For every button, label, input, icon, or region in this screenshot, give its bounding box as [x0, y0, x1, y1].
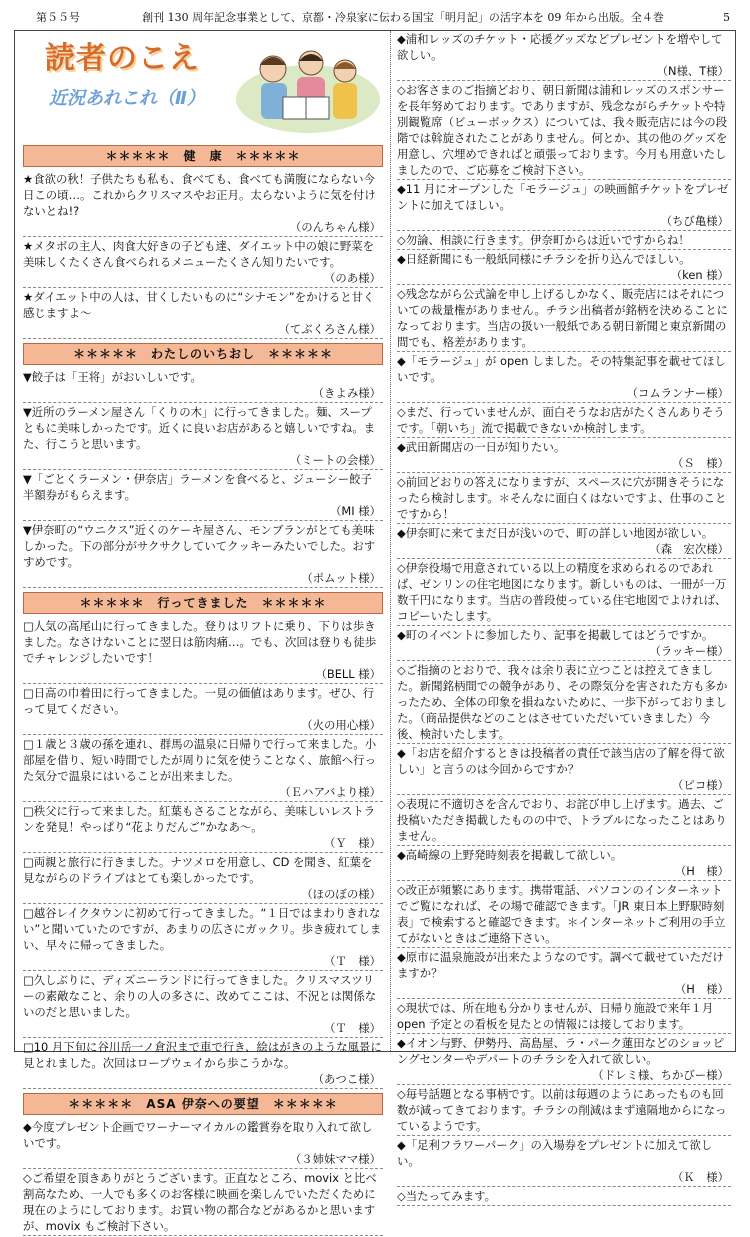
letter-entry — [23, 1170, 383, 1236]
letter-signature: （あつこ様） — [312, 1072, 381, 1086]
letter-text: ◆11 月にオープンした「モラージュ」の映画館チケットをプレゼントに加えてほしい。 — [397, 182, 729, 212]
letter-signature: （Ｙ 様） — [324, 836, 381, 850]
letter-entry — [397, 847, 731, 881]
letter-text: ◇まだ、行っていませんが、面白そうなお店がたくさんありそうです。「朝いち」流で掲載できないか検討します。 — [397, 405, 725, 435]
letter-text: ◆町のイベントに参加したり、記事を掲載してはどうですか。 — [397, 628, 714, 642]
letter-text: □両親と旅行に行きました。ナツメロを用意し、CD を聞き、紅葉を見ながらのドライブはとても楽しかったです。 — [23, 855, 373, 885]
recommend-entries — [23, 369, 383, 588]
letter-signature: （ピコ様） — [672, 778, 729, 792]
letter-signature: （ミートの会様） — [289, 453, 381, 467]
letter-signature: （火の用心様） — [301, 718, 381, 732]
family-reading-illustration — [233, 39, 383, 135]
letter-signature: （森 宏次様） — [649, 542, 729, 556]
letter-entry — [397, 439, 731, 473]
letter-text: ◇お客さまのご指摘どおり、朝日新聞は浦和レッズのスポンサーを長年努めております。でありますが、残念ながらチケットや特別観覧席（ビューボックス）については、我々販売店には今の段階では斡旋されたことがありません。何とか、其の他のグッズを用意し、穴埋めできればと頑張っております。今月も用意いたしましたので、ご応募をご検討下さい。 — [397, 83, 728, 177]
letter-signature: （Ｅハアバより様） — [279, 785, 381, 799]
letter-text: ◇毎号話題となる事柄です。以前は毎週のようにあったものも回数が減ってきております。チラシの削減はまず遠隔地からになっているようです。 — [397, 1087, 727, 1133]
letter-text: ◆「足利フラワーパーク」の入場券をプレゼントに加えて欲しい。 — [397, 1138, 713, 1168]
letter-entry — [397, 1086, 731, 1136]
letter-signature: （BELL 様） — [315, 667, 381, 681]
letter-signature: （ほのぼの様） — [301, 887, 381, 901]
letter-entry — [397, 31, 731, 81]
letter-text: ★ダイエット中の人は、甘くしたいものに“シナモン”をかけると甘く感じますよ～ — [23, 290, 375, 320]
letter-signature: （ポムット様） — [301, 571, 381, 585]
letter-entry — [397, 232, 731, 250]
letter-entry — [23, 972, 383, 1038]
letter-signature: （きよみ様） — [312, 386, 381, 400]
letter-text: ◇伊奈役場で用意されている以上の精度を求められるのであれば、ゼンリンの住宅地図になります。新しいものは、一冊が一万数千円になります。当店の普段使っている住宅地図でよければ、コピーいたします。 — [397, 561, 727, 623]
newsletter-frame — [14, 30, 736, 1233]
letter-text: ◇当たってみます。 — [397, 1189, 496, 1203]
left-column — [23, 31, 383, 1237]
letter-signature: （ドレミ様、ちかびー様） — [592, 1068, 729, 1082]
letter-entry — [397, 1000, 731, 1034]
letter-signature: （Ｋ 様） — [672, 1170, 729, 1184]
letter-signature: （N様、T様） — [656, 64, 729, 78]
letter-entry — [397, 474, 731, 524]
letter-entry — [397, 627, 731, 661]
letter-signature: （Ｔ 様） — [324, 1021, 381, 1035]
page-title: 読者のこえ — [45, 41, 200, 76]
letter-text: □人気の高尾山に行ってきました。登りはリフトに乗り、下りは歩きました。なさけないことに翌日は筋肉痛…。でも、次回は登りも徒歩でチャレンジしたいです！ — [23, 619, 377, 665]
letter-text: ◆「モラージュ」が open しました。その特集記事を載せてほしいです。 — [397, 354, 726, 384]
letter-text: □秩父に行って来ました。紅葉もさることながら、美味しいレストランを発見！やっぱり“花よりだんご”かなあ～。 — [23, 804, 376, 834]
letter-text: ◇勿論、相談に行きます。伊奈町からは近いですからね！ — [397, 233, 690, 247]
letter-text: ◇表現に不適切さを含んでおり、お詫び申し上げます。過去、ご投稿いただき掲載したものの中で、トラブルになったことはありません。 — [397, 797, 727, 843]
letter-entry — [23, 1039, 383, 1089]
letter-text: ★食欲の秋！子供たちも私も、食べても、食べても満腹にならない今日この頃…。これからクリスマスやお正月。太らないように気を付けないとね!? — [23, 172, 376, 218]
letter-entry — [23, 171, 383, 237]
letter-text: ◆武田新聞店の一日が知りたい。 — [397, 440, 566, 454]
letter-signature: （３姉妹ママ様） — [289, 1152, 381, 1166]
letter-entry — [23, 685, 383, 735]
title-block — [23, 31, 383, 141]
letter-entry — [397, 525, 731, 559]
letter-text: ◆イオン与野、伊勢丹、高島屋、ラ・パーク蓮田などのショッピングセンターやデパートのチラシを入れて欲しい。 — [397, 1036, 725, 1066]
letter-text: ▼伊奈町の“ウニクス”近くのケーキ屋さん、モンブランがとても美味しかった。下の部分がサクサクしていてクッキーみたいでした。おすすめです。 — [23, 523, 376, 569]
letter-entry — [397, 560, 731, 626]
letter-text: ▼「ごとくラーメン・伊奈店」ラーメンを食べると、ジューシー餃子半額券がもらえます。 — [23, 472, 372, 502]
section-health-heading: ＊＊＊＊＊ 健 康 ＊＊＊＊＊ — [23, 145, 383, 167]
letter-text: □10 月下旬に谷川岳一ノ倉沢まで車で行き、絵はがきのような風景に見とれました。次回はロープウェイから歩こうかな。 — [23, 1040, 382, 1070]
column-divider — [390, 31, 391, 1051]
letter-signature: （H 様） — [674, 864, 729, 878]
letter-text: □１歳と３歳の孫を連れ、群馬の温泉に日帰りで行って来ました。小部屋を借り、短い時間でしたが周りに気を使うことなく、旅館へ行った気分で温泉にはいることが出来ました。 — [23, 737, 377, 783]
letter-entry — [23, 369, 383, 403]
letter-entry — [23, 1119, 383, 1169]
letter-signature: （H 様） — [674, 982, 729, 996]
page-header — [14, 8, 736, 26]
letter-text: ▼餃子は「王将」がおいしいです。 — [23, 370, 202, 384]
letter-entry — [397, 1035, 731, 1085]
request-entries — [397, 31, 731, 1206]
letter-entry — [397, 286, 731, 352]
header-caption: 創刊 130 周年記念事業として、京都・冷泉家に伝わる国宝「明月記」の活字本を 09 年から出版。全４巻 — [142, 11, 664, 24]
letter-text: ◇残念ながら公式論を申し上げるしかなく、販売店にはそれについての裁量権がありません。チラシ出稿者が銘柄を決めることになっております。当店の扱い一般紙である朝日新聞と東京新聞の間でも、格差があります。 — [397, 287, 729, 349]
letter-entry — [397, 82, 731, 180]
letter-entry — [397, 745, 731, 795]
letter-entry — [397, 882, 731, 948]
letter-signature: （MI 様） — [330, 504, 381, 518]
letter-text: ★メタボの主人、肉食大好きの子ども達、ダイエット中の娘に野菜を美味しくたくさん食べられるメニューたくさん知りたいです。 — [23, 239, 375, 269]
letter-signature: （コムランナー様） — [626, 386, 729, 400]
right-column — [397, 31, 731, 1207]
letter-text: ◇前回どおりの答えになりますが、スペースに穴が開きそうになったら検討します。＊そんなに面白くはないですよ、仕事のことですから！ — [397, 475, 727, 521]
letter-entry — [23, 618, 383, 684]
letter-text: □日高の巾着田に行ってきました。一見の価値はあります。ぜひ、行って見てください。 — [23, 686, 375, 716]
issue-number: 第５５号 — [36, 11, 80, 24]
letter-signature: （のんちゃん様） — [289, 220, 381, 234]
asa-entries — [23, 1119, 383, 1236]
letter-entry — [23, 522, 383, 588]
letter-entry — [23, 471, 383, 521]
section-went-heading: ＊＊＊＊＊ 行ってきました ＊＊＊＊＊ — [23, 592, 383, 614]
letter-entry — [23, 803, 383, 853]
letter-entry — [397, 251, 731, 285]
section-asa-heading: ＊＊＊＊＊ ASA 伊奈への要望 ＊＊＊＊＊ — [23, 1093, 383, 1115]
letter-entry — [397, 662, 731, 744]
page-subtitle: 近況あれこれ（Ⅱ） — [49, 88, 205, 109]
letter-entry — [397, 796, 731, 846]
letter-text: ▼近所のラーメン屋さん「くりの木」に行ってきました。麺、スープともに美味しかったです。近くに良いお店があると嬉しいですね。また、行こうと思います。 — [23, 405, 376, 451]
health-entries — [23, 171, 383, 339]
letter-text: ◆原市に温泉施設が出来たようなのです。調べて載せていただけますか？ — [397, 950, 724, 980]
letter-text: ◆伊奈町に来てまだ日が浅いので、町の詳しい地図が欲しい。 — [397, 526, 714, 540]
letter-entry — [397, 949, 731, 999]
letter-signature: （のあ様） — [324, 271, 381, 285]
letter-signature: （てぶくろさん様） — [278, 322, 381, 336]
letter-text: ◇ご希望を頂きありがとうございます。正直なところ、movix と比べ割高なため、一人でも多くのお客様に映画を楽しんでいただくために現在のようにしております。お買い物の都合などがあるかと思いますが、movix もご検討下さい。 — [23, 1171, 377, 1233]
letter-entry — [397, 353, 731, 403]
letter-text: ◇ご指摘のとおりで、我々は余り表に立つことは控えてきました。新聞銘柄間での競争があり、その際気分を害された方も多かったため、全体の印象を損ねないために、一歩下がっておりました。（商品提供などのことはさせていただいていきました）今後、検討いたします。 — [397, 663, 728, 741]
letter-text: ◇現状では、所在地も分かりませんが、日帰り施設で来年１月 open 予定との看板を見たとの情報には接しております。 — [397, 1001, 714, 1031]
went-entries — [23, 618, 383, 1089]
letter-entry — [397, 181, 731, 231]
letter-text: ◇改正が頻繁にあります。携帯電話、パソコンのインターネットでご覧になれば、その場で確認できます。「JR 東日本上野駅時刻表」で検索すると確認できます。＊インターネットご利用の手立てがないときはご連絡下さい。 — [397, 883, 726, 945]
letter-text: □久しぶりに、ディズニーランドに行ってきました。クリスマスツリーの素敵なこと、余りの人の多さに、改めてここは、不況とは関係ないのだと思いました。 — [23, 973, 377, 1019]
letter-text: ◆日経新聞にも一般紙同様にチラシを折り込んでほしい。 — [397, 252, 691, 266]
letter-signature: （ken 様） — [670, 268, 729, 282]
letter-signature: （ちび亀様） — [660, 214, 729, 228]
letter-text: ◆今度プレゼント企画でワーナーマイカルの鑑賞券を取り入れて欲しいです。 — [23, 1120, 373, 1150]
letter-text: □越谷レイクタウンに初めて行ってきました。“１日ではまわりきれない”と聞いていたのですが、あまりの広さにガックリ。歩き疲れてしまい、早々に帰ってきました。 — [23, 906, 382, 952]
letter-entry — [23, 289, 383, 339]
section-recommend-heading: ＊＊＊＊＊ わたしのいちおし ＊＊＊＊＊ — [23, 343, 383, 365]
letter-text: ◆高崎線の上野発時刻表を掲載して欲しい。 — [397, 848, 623, 862]
letter-entry — [23, 736, 383, 802]
letter-entry — [23, 238, 383, 288]
letter-signature: （Ｔ 様） — [324, 954, 381, 968]
letter-text: ◆浦和レッズのチケット・応援グッズなどプレゼントを増やして欲しい。 — [397, 32, 723, 62]
letter-entry — [397, 1137, 731, 1187]
letter-text: ◆「お店を紹介するときは投稿者の責任で該当店の了解を得て欲しい」と言うのは今回からですか？ — [397, 746, 725, 776]
letter-signature: （Ｓ 様） — [672, 456, 729, 470]
letter-entry — [23, 905, 383, 971]
letter-entry — [23, 854, 383, 904]
letter-entry — [397, 404, 731, 438]
page-number: 5 — [723, 10, 730, 24]
letter-entry — [397, 1188, 731, 1206]
letter-signature: （ラッキー様） — [649, 644, 729, 658]
letter-entry — [23, 404, 383, 470]
